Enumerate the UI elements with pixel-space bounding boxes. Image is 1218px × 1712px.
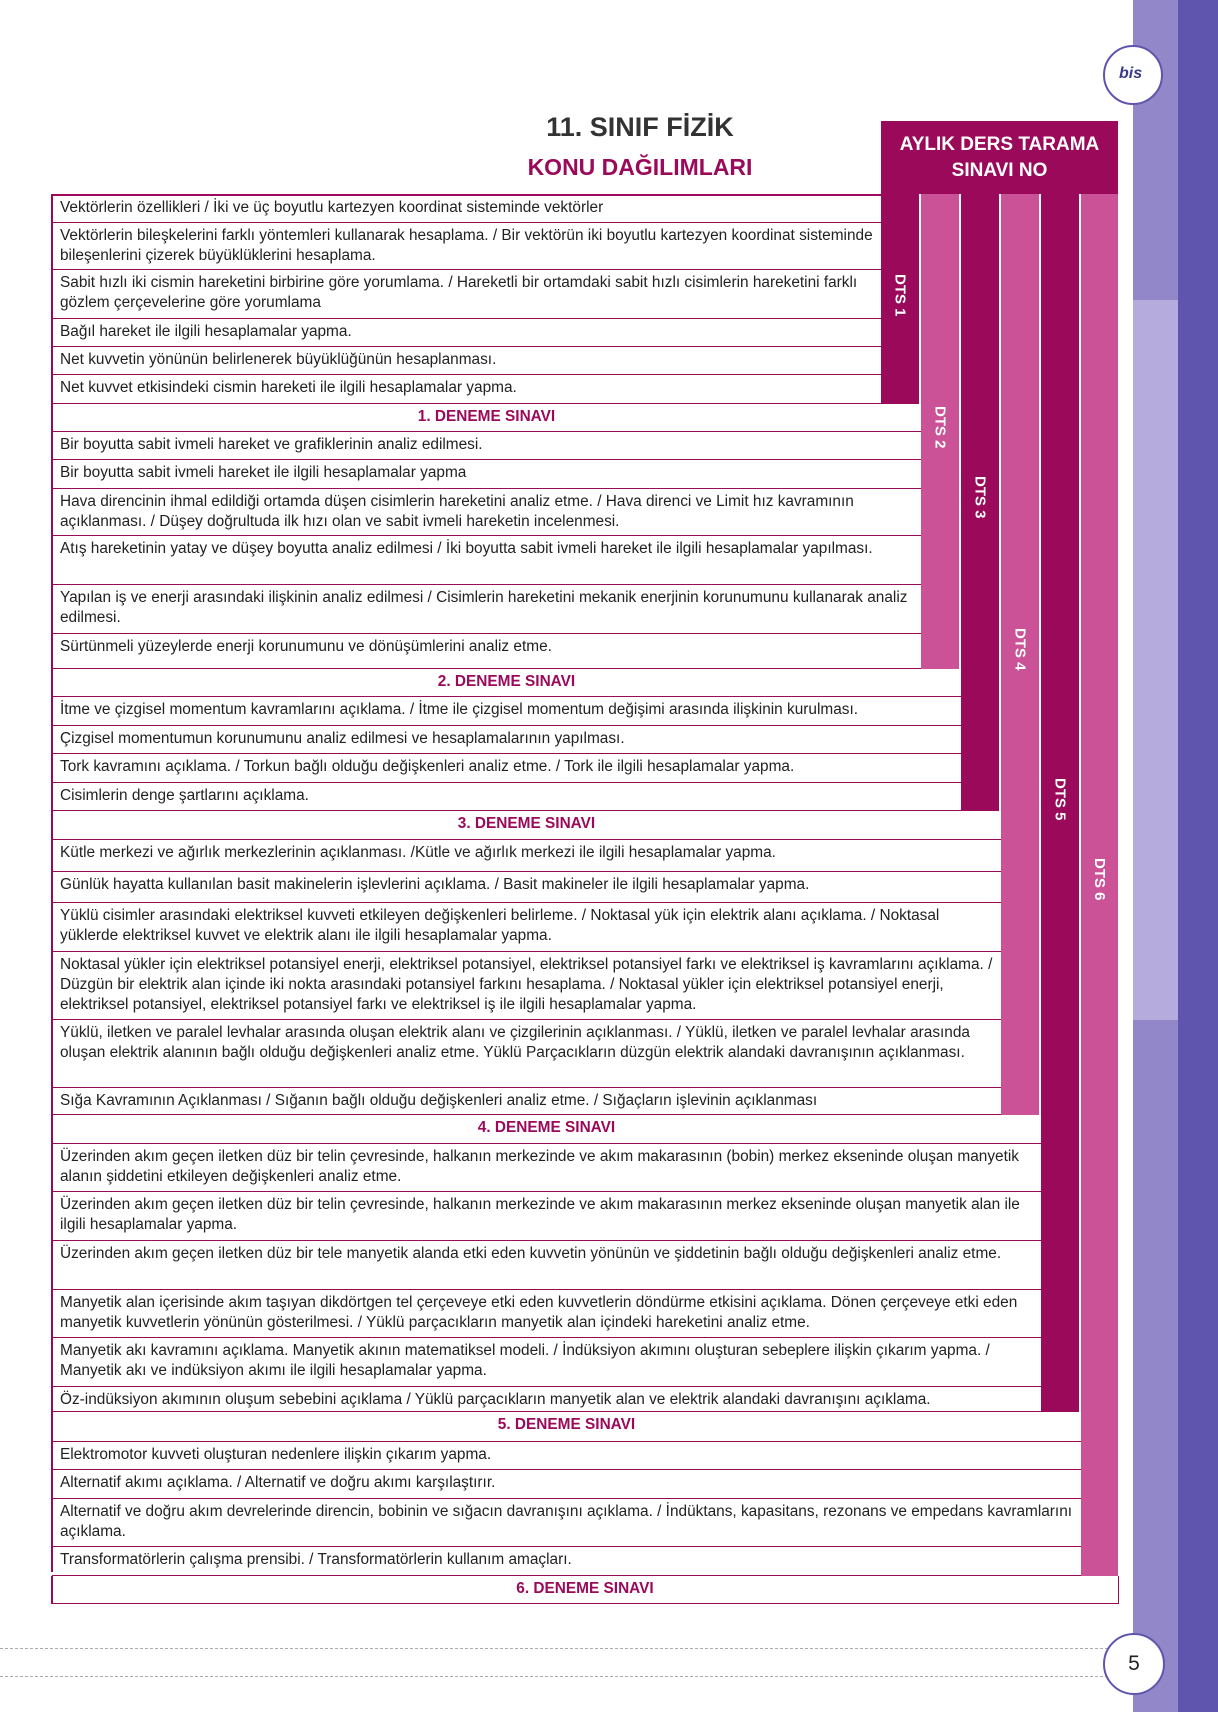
- topic-row: Hava direncinin ihmal edildiği ortamda düşen cisimlerin hareketini analiz etme. / Hava direnci ve Limit hız kavramının açıklanması. / Düşey doğrultuda ilk hızı olan ve sabit ivmeli hareketin incelenmesi.: [52, 489, 921, 536]
- section-row: 2. DENEME SINAVI: [52, 669, 961, 697]
- header-line-1: AYLIK DERS TARAMA: [899, 134, 1100, 155]
- table-left-border-end: [51, 1576, 53, 1604]
- topic-row: Alternatif ve doğru akım devrelerinde direncin, bobinin ve sığacın davranışını açıklama. / İndüktans, kapasitans, rezonans ve empedans kavramlarını açıklama.: [52, 1499, 1081, 1547]
- topic-row: Yüklü, iletken ve paralel levhalar arasında oluşan elektrik alanı ve çizgilerinin açıklanması. / Yüklü, iletken ve paralel levhalar arasında oluşan elektrik alanının bağlı olduğu değişkenleri analiz etme. Yüklü Parçacıkların düzgün elektrik alandaki davranışının açıklanması.: [52, 1020, 1001, 1088]
- section-row: 3. DENEME SINAVI: [52, 811, 1001, 840]
- footer-dashed-line: [0, 1648, 1133, 1649]
- side-stripe-highlight: [1133, 300, 1178, 1020]
- topic-row: Cisimlerin denge şartlarını açıklama.: [52, 783, 961, 811]
- topic-row: Atış hareketinin yatay ve düşey boyutta analiz edilmesi / İki boyutta sabit ivmeli hareket ile ilgili hesaplamalar yapılması.: [52, 536, 921, 585]
- topic-row: Vektörlerin özellikleri / İki ve üç boyutlu kartezyen koordinat sisteminde vektörler: [52, 195, 881, 223]
- side-stripe-dark: [1178, 0, 1218, 1712]
- exam-number-header: [881, 121, 1118, 194]
- topic-row: Transformatörlerin çalışma prensibi. / Transformatörlerin kullanım amaçları.: [52, 1547, 1081, 1576]
- dts-bar-5: [1041, 194, 1079, 1412]
- topic-row: Üzerinden akım geçen iletken düz bir tele manyetik alanda etki eden kuvvetin yönünün ve şiddetinin bağlı olduğu değişkenleri analiz etme.: [52, 1241, 1041, 1290]
- header-line-2: SINAVI NO: [951, 160, 1048, 181]
- topic-row: Noktasal yükler için elektriksel potansiyel enerji, elektriksel potansiyel, elektriksel potansiyel farkı ve elektriksel iş kavramlarını açıklama. / Düzgün bir elektrik alan içinde iki nokta arasındaki potansiyel farkını hesaplama. / Noktasal yükler için elektriksel potansiyel enerji, elektriksel potansiyel, elektriksel potansiyel farkı ve elektriksel iş ile ilgili hesaplamalar yapma.: [52, 952, 1001, 1020]
- dts-label: DTS 1: [891, 274, 909, 317]
- topic-row: Yüklü cisimler arasındaki elektriksel kuvveti etkileyen değişkenleri belirleme. / Noktasal yük için elektrik alanı açıklama. / Noktasal yüklerde elektriksel kuvvet ve elektrik alanı ile ilgili hesaplamalar yapma.: [52, 903, 1001, 952]
- section-row: 4. DENEME SINAVI: [52, 1115, 1041, 1144]
- publisher-logo: [1103, 45, 1163, 105]
- section-row: 1. DENEME SINAVI: [52, 404, 921, 432]
- dts-label: DTS 2: [931, 406, 949, 449]
- dts-bar-2: [921, 194, 959, 669]
- dts-bar-6: [1081, 194, 1118, 1576]
- topic-row: Tork kavramını açıklama. / Torkun bağlı olduğu değişkenleri analiz etme. / Tork ile ilgili hesaplamalar yapma.: [52, 754, 961, 783]
- dts-bar-4: [1001, 194, 1039, 1115]
- topic-row: Net kuvvet etkisindeki cismin hareketi ile ilgili hesaplamalar yapma.: [52, 375, 881, 404]
- dts-bar-1: [881, 194, 919, 404]
- page-title: 11. SINIF FİZİK: [546, 112, 734, 142]
- page-subtitle: KONU DAĞILIMLARI: [527, 154, 753, 180]
- topic-row: Yapılan iş ve enerji arasındaki ilişkinin analiz edilmesi / Cisimlerin hareketini mekanik enerjinin korunumunu kullanarak analiz edilmesi.: [52, 585, 921, 634]
- topic-row: Çizgisel momentumun korunumunu analiz edilmesi ve hesaplamalarının yapılması.: [52, 726, 961, 754]
- topic-row: Sürtünmeli yüzeylerde enerji korunumunu ve dönüşümlerini analiz etme.: [52, 634, 921, 669]
- dts-label: DTS 4: [1011, 628, 1029, 671]
- topic-row: Net kuvvetin yönünün belirlenerek büyüklüğünün hesaplanması.: [52, 347, 881, 375]
- dts-label: DTS 5: [1051, 778, 1069, 821]
- topic-row: Kütle merkezi ve ağırlık merkezlerinin açıklanması. /Kütle ve ağırlık merkezi ile ilgili hesaplamalar yapma.: [52, 840, 1001, 872]
- footer-dashed-line: [0, 1676, 1133, 1677]
- logo-text: bis: [1119, 65, 1143, 82]
- topic-row: Elektromotor kuvveti oluşturan nedenlere ilişkin çıkarım yapma.: [52, 1442, 1081, 1470]
- section-row: 6. DENEME SINAVI: [52, 1576, 1119, 1604]
- topic-row: İtme ve çizgisel momentum kavramlarını açıklama. / İtme ile çizgisel momentum değişimi arasında ilişkinin kurulması.: [52, 697, 961, 726]
- topic-row: Vektörlerin bileşkelerini farklı yöntemleri kullanarak hesaplama. / Bir vektörün iki boyutlu kartezyen koordinat sisteminde bileşenlerini çizerek büyüklüklerini hesaplama.: [52, 223, 881, 270]
- topic-row: Öz-indüksiyon akımının oluşum sebebini açıklama / Yüklü parçacıkların manyetik alan ve elektrik alandaki davranışını açıklama.: [52, 1387, 1041, 1412]
- topic-row: Bir boyutta sabit ivmeli hareket ve grafiklerinin analiz edilmesi.: [52, 432, 921, 460]
- dts-label: DTS 6: [1091, 858, 1108, 901]
- dts-bar-3: [961, 194, 999, 811]
- topic-row: Manyetik alan içerisinde akım taşıyan dikdörtgen tel çerçeveye etki eden kuvvetlerin döndürme etkisini açıklama. Dönen çerçeveye etki eden manyetik kuvvetlerin yönünün gösterilmesi. / Yüklü parçacıkların manyetik alan içindeki hareketini analiz etme.: [52, 1290, 1041, 1338]
- page-number: 5: [1103, 1633, 1165, 1695]
- topic-row: Bağıl hareket ile ilgili hesaplamalar yapma.: [52, 319, 881, 347]
- section-row: 5. DENEME SINAVI: [52, 1412, 1081, 1442]
- topic-row: Sabit hızlı iki cismin hareketini birbirine göre yorumlama. / Hareketli bir ortamdaki sabit hızlı cisimlerin hareketini farklı gözlem çerçevelerine göre yorumlama: [52, 270, 881, 319]
- topic-row: Üzerinden akım geçen iletken düz bir telin çevresinde, halkanın merkezinde ve akım makarasının (bobin) merkez ekseninde oluşan manyetik alanın şiddetini etkileyen değişkenleri analiz etme.: [52, 1144, 1041, 1192]
- dts-label: DTS 3: [971, 476, 989, 519]
- topic-row: Üzerinden akım geçen iletken düz bir telin çevresinde, halkanın merkezinde ve akım makarasının merkez ekseninde oluşan manyetik alan ile ilgili hesaplamalar yapma.: [52, 1192, 1041, 1241]
- topic-row: Manyetik akı kavramını açıklama. Manyetik akının matematiksel modeli. / İndüksiyon akımını oluşturan sebeplere ilişkin çıkarım yapma. / Manyetik akı ve indüksiyon akımı ile ilgili hesaplamalar yapma.: [52, 1338, 1041, 1387]
- topic-row: Alternatif akımı açıklama. / Alternatif ve doğru akımı karşılaştırır.: [52, 1470, 1081, 1499]
- topic-row: Sığa Kavramının Açıklanması / Sığanın bağlı olduğu değişkenleri analiz etme. / Sığaçların işlevinin açıklanması: [52, 1088, 1001, 1115]
- topic-row: Günlük hayatta kullanılan basit makinelerin işlevlerini açıklama. / Basit makineler ile ilgili hesaplamalar yapma.: [52, 872, 1001, 903]
- topic-row: Bir boyutta sabit ivmeli hareket ile ilgili hesaplamalar yapma: [52, 460, 921, 489]
